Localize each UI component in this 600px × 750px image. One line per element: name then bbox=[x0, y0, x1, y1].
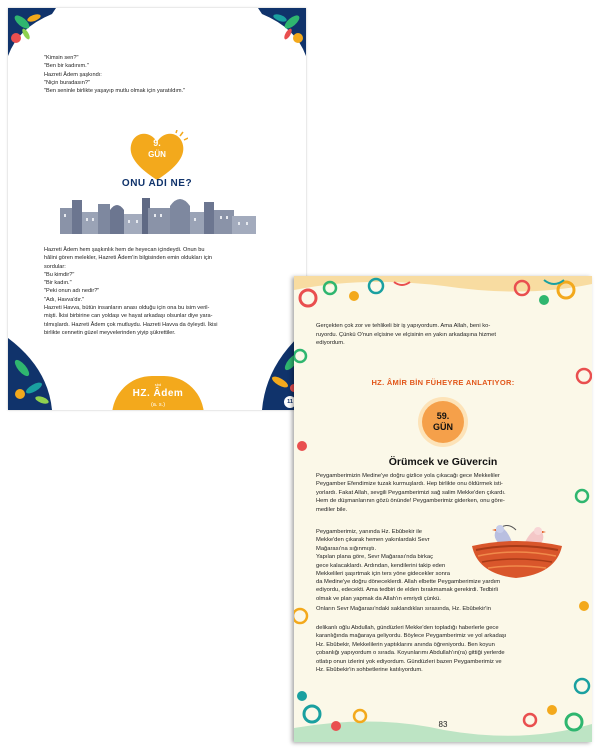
left-page bbox=[8, 8, 306, 410]
footer-title: HZ. Âdem bbox=[132, 388, 184, 399]
chapter-footer-badge bbox=[112, 376, 204, 410]
day-badge bbox=[417, 396, 469, 448]
story-title: Örümcek ve Güvercin bbox=[388, 456, 498, 468]
story-line: delikanlı oğlu Abdullah, gündüzleri Mekke'den topladığı haberlerle gece bbox=[316, 625, 499, 631]
day-badge bbox=[126, 130, 188, 182]
leaf-ornament-bottom-left bbox=[8, 338, 64, 410]
story-line: Mekke'den çıkarak hemen yakınlardaki Sevr bbox=[316, 537, 430, 544]
story-paragraph bbox=[316, 624, 572, 674]
story-line: Hz. Ebûbekir, Mekkelilerin yaptıklarını anında öğreniyordu. Ben koyun bbox=[316, 641, 495, 648]
dialog-line: "Niçin buradasın?" bbox=[44, 79, 90, 86]
story-line: Hem de düşmanlarının gözü önünde! Peygamberimiz giderken, onu göre- bbox=[316, 498, 505, 505]
story-paragraph bbox=[316, 472, 572, 514]
city-skyline-illustration bbox=[60, 190, 256, 234]
narrator-heading: HZ. ÂMİR BİN FÜHEYRE ANLATIYOR: bbox=[371, 378, 515, 387]
dialog-line: "Ben bir kadınım." bbox=[44, 63, 89, 70]
story-line: Yapılan plana göre, Sevr Mağarası'nda birkaç bbox=[316, 554, 434, 561]
intro-line: Gerçekten çok zor ve tehlikeli bir iş yapıyordum. Ama Allah, beni ko- bbox=[316, 323, 491, 329]
story-line: Hazreti Âdem hem şaşkınlık hem de heyecan içindeydi. Onun bu bbox=[44, 247, 205, 253]
story-line: Peygamberimiz, yanında Hz. Ebûbekir ile bbox=[316, 529, 423, 535]
day-number: 9. bbox=[153, 138, 161, 148]
story-paragraph bbox=[316, 578, 572, 614]
story-line: mediler bile. bbox=[316, 506, 348, 513]
story-line: otlatıp onun izlerini yok ediyordum. Gündüzleri bazen Peygamberimiz ve bbox=[316, 658, 502, 665]
story-line: "Peki onun adı nedir?" bbox=[44, 288, 100, 295]
dialog-line: "Kimsin sen?" bbox=[44, 55, 79, 61]
swirl-ornament-bottom bbox=[294, 694, 592, 742]
page-number: 11 bbox=[284, 396, 296, 408]
dialog-line: Hazreti Âdem şaşkındı: bbox=[44, 71, 102, 78]
intro-line: ediyordum. bbox=[316, 340, 345, 346]
story-line: Hz. Ebûbekir'in sohbetlerine katılıyordum. bbox=[316, 667, 423, 674]
story-line: hâlini gören melekler, Hazreti Âdem'in bilgisinden emin oldukları için bbox=[44, 255, 213, 262]
footer-subtitle: (a. s.) bbox=[150, 402, 166, 408]
story-line: birlikte cennetin güzel meyvelerinden yiyip şükrettiler. bbox=[44, 329, 176, 336]
bird-nest-illustration bbox=[466, 516, 566, 584]
story-line: Mekkelileri şaşırtmak için ters yöne gidecekler sonra bbox=[316, 571, 451, 578]
day-label: GÜN bbox=[148, 150, 166, 159]
story-line: gece kalacaklardı. Ardından, kendilerini takip eden bbox=[316, 562, 446, 569]
story-line: Mağarası'na sığınmıştı. bbox=[316, 545, 377, 552]
story-line: da Medine'ye doğru döneceklerdi. Allah elbette Peygamberimize yardım bbox=[316, 579, 501, 585]
intro-line: ruyordu. Çünkü O'nun elçisine ve elçisinin en yakın arkadaşına hizmet bbox=[316, 331, 496, 338]
story-line: tılmışlardı. Hazreti Âdem çok mutluydu. Hazreti Havva da öyleydi. İkisi bbox=[44, 321, 218, 328]
story-line: yorlardı. Fakat Allah, sevgili Peygamberimizi sağ salim Mekke'den çıkardı. bbox=[316, 489, 506, 496]
story-line: ediyordu, edecekti. Ama tedbiri de elden bırakmamak gerekirdi. Tedbirli bbox=[316, 587, 498, 594]
intro-text bbox=[316, 322, 571, 348]
story-line: Hazreti Havva, bütün insanların anası olduğu için ona bu isim veril- bbox=[44, 305, 210, 312]
story-line: "Adı, Havva'dır." bbox=[44, 296, 85, 303]
story-line: "Bu kimdir?" bbox=[44, 271, 75, 278]
story-paragraph bbox=[316, 528, 464, 578]
story-line: Peygamberimizin Medine'ye doğru gizlice yola çıkacağı gece Mekkeliler bbox=[316, 473, 500, 479]
swirl-ornament-top bbox=[294, 276, 592, 322]
story-line: sordular: bbox=[44, 263, 66, 270]
leaf-ornament-top-right bbox=[258, 8, 306, 56]
story-line: olmak ve plan yapmak da Allah'ın emriydi çünkü. bbox=[316, 595, 441, 602]
story-line: Onların Sevr Mağarası'ndaki saklandıkları sırasında, Hz. Ebûbekir'in bbox=[316, 606, 491, 613]
story-line: mişti. İkisi birbirine can yoldaşı ve hayat arkadaşı olsunlar diye yara- bbox=[44, 313, 213, 320]
section-title: ONU ADI NE? bbox=[121, 178, 193, 189]
footer-small-text: sbd bbox=[154, 382, 162, 387]
dialog-text bbox=[44, 54, 284, 95]
right-page bbox=[294, 276, 592, 742]
page-number: 83 bbox=[438, 720, 448, 729]
dialog-line: "Ben seninle birlikte yaşayıp mutlu olmak için yaratıldım." bbox=[44, 88, 186, 95]
day-label: GÜN bbox=[433, 422, 453, 432]
story-line: "Bir kadın." bbox=[44, 280, 72, 287]
story-line: çobanlığı yapıyordum o sırada. Koyunlarımı Abdullah'ın(ra) gittiği yerlerde bbox=[316, 650, 505, 657]
leaf-ornament-top-left bbox=[8, 8, 56, 56]
day-number: 59. bbox=[436, 411, 450, 421]
story-text bbox=[44, 246, 280, 337]
story-line: Peygamber Efendimize tuzak kurmuşlardı. Hep birlikte onu öldürmek isti- bbox=[316, 481, 503, 488]
story-line: karanlığında mağaraya geliyordu. Böylece Peygamberimiz ve yol arkadaşı bbox=[316, 633, 507, 640]
